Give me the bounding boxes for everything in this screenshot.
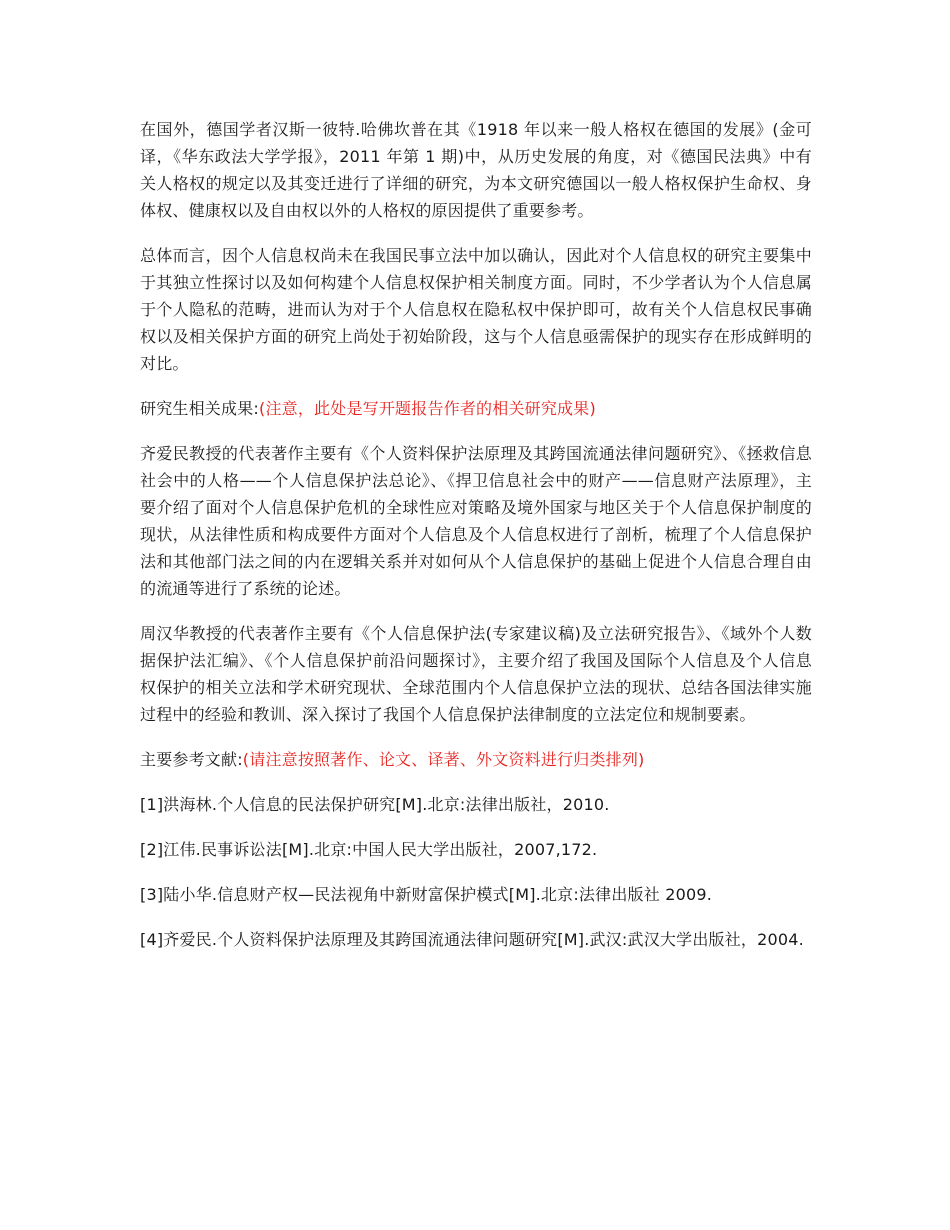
references-label: 主要参考文献: — [140, 750, 243, 769]
research-results-label: 研究生相关成果: — [140, 399, 259, 418]
references-note: (请注意按照著作、论文、译著、外文资料进行归类排列) — [242, 750, 645, 769]
paragraph-summary: 总体而言，因个人信息权尚未在我国民事立法中加以确认，因此对个人信息权的研究主要集中于其独立性探讨以及如何构建个人信息权保护相关制度方面。同时，不少学者认为个人信息属于个人隐私的范畴，进而认为对于个人信息权在隐私权中保护即可，故有关个人信息权民事确权以及相关保护方面的研究上尚处于初始阶段，这与个人信息亟需保护的现实存在形成鲜明的对比。 — [140, 246, 812, 373]
reference-item: [1]洪海林.个人信息的民法保护研究[M].北京:法律出版社，2010. — [140, 795, 610, 814]
paragraph-qi-aimin: 齐爱民教授的代表著作主要有《个人资料保护法原理及其跨国流通法律问题研究》、《拯救信息社会中的人格——个人信息保护法总论》、《捍卫信息社会中的财产——信息财产法原理》，主要介绍了面对个人信息保护危机的全球性应对策略及境外国家与地区关于个人信息保护制度的现状，从法律性质和构成要件方面对个人信息及个人信息权进行了剖析，梳理了个人信息保护法和其他部门法之间的内在逻辑关系并对如何从个人信息保护的基础上促进个人信息合理自由的流通等进行了系统的论述。 — [140, 444, 812, 598]
research-results-note: (注意，此处是写开题报告作者的相关研究成果) — [259, 399, 596, 418]
reference-item: [3]陆小华.信息财产权—民法视角中新财富保护模式[M].北京:法律出版社 2009. — [140, 885, 713, 904]
references-heading — [140, 746, 812, 773]
paragraph-foreign-research: 在国外，德国学者汉斯一彼特.哈佛坎普在其《1918 年以来一般人格权在德国的发展》(金可译，《华东政法大学学报》，2011 年第 1 期)中，从历史发展的角度，对《德国民法典》中有关人格权的规定以及其变迁进行了详细的研究，为本文研究德国以一般人格权保护生命权、身体权、健康权以及自由权以外的人格权的原因提供了重要参考。 — [140, 120, 812, 220]
reference-item: [2]江伟.民事诉讼法[M].北京:中国人民大学出版社，2007,172. — [140, 840, 598, 859]
research-results-heading — [140, 395, 812, 422]
reference-item: [4]齐爱民.个人资料保护法原理及其跨国流通法律问题研究[M].武汉:武汉大学出版社，2004. — [140, 930, 804, 949]
document-body — [140, 116, 812, 971]
paragraph-zhou-hanhua: 周汉华教授的代表著作主要有《个人信息保护法(专家建议稿)及立法研究报告》、《域外个人数据保护法汇编》、《个人信息保护前沿问题探讨》，主要介绍了我国及国际个人信息及个人信息权保护的相关立法和学术研究现状、全球范围内个人信息保护立法的现状、总结各国法律实施过程中的经验和教训、深入探讨了我国个人信息保护法律制度的立法定位和规制要素。 — [140, 624, 812, 724]
